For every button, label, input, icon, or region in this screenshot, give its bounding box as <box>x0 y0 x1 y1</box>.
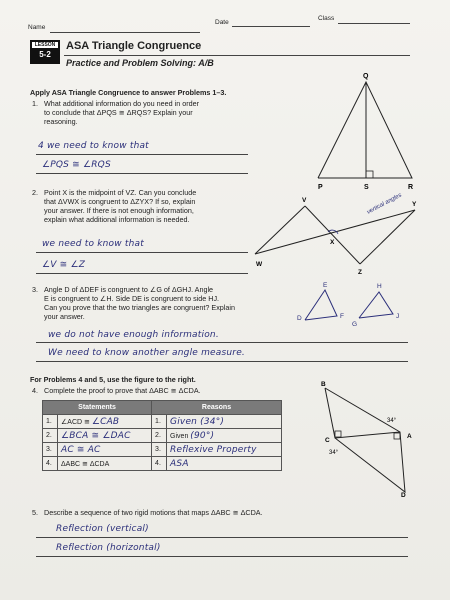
label-v: V <box>302 197 307 204</box>
q3-triangles-figure <box>295 280 415 330</box>
q3-triangles-svg <box>295 280 415 330</box>
date-label: Date <box>215 19 229 26</box>
statement-cell[interactable] <box>58 457 152 471</box>
q2-answer-1: we need to know that <box>42 239 144 249</box>
angle-label-a: 34° <box>387 418 397 424</box>
q3-answer-line-2[interactable] <box>36 361 408 362</box>
right-angle-c <box>335 431 341 437</box>
q1-line1: What additional information do you need in order <box>44 99 200 108</box>
label-e: E <box>323 282 328 289</box>
row-number: 4. <box>43 457 58 471</box>
q3-text <box>44 285 289 321</box>
label-z: Z <box>358 269 362 276</box>
q4-number: 4. <box>32 386 38 395</box>
q2-line3: your answer. If there is not enough information, <box>44 206 194 215</box>
statement-handwritten: ∠CAB <box>91 416 120 427</box>
label-y: Y <box>412 201 417 208</box>
q5-number: 5. <box>32 508 38 517</box>
label-g: G <box>352 321 358 328</box>
reason-number: 2. <box>152 429 167 443</box>
q3-line2: E is congruent to ∠H. Side DE is congruent to side HJ. <box>44 294 220 303</box>
q1-triangle-svg <box>310 70 420 195</box>
q2-answer-line-1[interactable] <box>36 252 248 253</box>
q5-answer-2: Reflection (horizontal) <box>56 543 161 553</box>
q3-answer-line-1[interactable] <box>36 342 408 343</box>
reason-cell[interactable] <box>167 443 282 457</box>
q2-number: 2. <box>32 188 38 197</box>
label-j: J <box>396 313 400 320</box>
q2-line4: explain what additional information is needed. <box>44 215 190 224</box>
statement-handwritten: AC ≅ AC <box>61 444 101 455</box>
label-d: D <box>401 492 406 499</box>
q4-parallelogram-figure <box>315 380 425 500</box>
triangle-pqr <box>318 82 412 178</box>
name-line[interactable] <box>50 32 200 33</box>
q2-bowtie-svg <box>250 192 425 277</box>
q2-answer-2: ∠V ≅ ∠Z <box>42 260 86 270</box>
reason-number: 4. <box>152 457 167 471</box>
label-f: F <box>340 313 344 320</box>
reason-printed: Given <box>170 432 191 440</box>
triangle-def <box>305 290 337 320</box>
right-angle-a <box>394 433 400 439</box>
label-d: D <box>297 315 302 322</box>
class-label: Class <box>318 15 335 22</box>
q2-text <box>44 188 284 224</box>
row-number: 1. <box>43 415 58 429</box>
table-row <box>43 457 282 471</box>
reason-cell[interactable] <box>167 429 282 443</box>
q1-line2: to conclude that ΔPQS ≅ ΔRQS? Explain your <box>44 108 193 117</box>
right-angle-mark <box>366 171 373 178</box>
q3-answer-1: we do not have enough information. <box>48 330 219 340</box>
q1-triangle-figure <box>310 70 420 195</box>
row-number: 3. <box>43 443 58 457</box>
page-title: ASA Triangle Congruence <box>66 40 202 52</box>
segment-vz <box>305 206 360 264</box>
label-q: Q <box>363 73 369 80</box>
q3-line1: Angle D of ΔDEF is congruent to ∠G of ΔGHJ. Angle <box>44 285 214 294</box>
label-c: C <box>325 437 330 444</box>
statement-cell[interactable] <box>58 443 152 457</box>
reason-cell[interactable] <box>167 457 282 471</box>
q1-number: 1. <box>32 99 38 108</box>
reasons-header: Reasons <box>152 401 282 415</box>
reason-handwritten: ASA <box>170 458 189 469</box>
q5-answer-1: Reflection (vertical) <box>56 524 149 534</box>
statement-printed: ΔABC ≅ ΔCDA <box>61 460 110 468</box>
section1-heading: Apply ASA Triangle Congruence to answer Problems 1–3. <box>30 88 227 97</box>
label-b: B <box>321 381 326 388</box>
q3-line3: Can you prove that the two triangles are congruent? Explain <box>44 303 235 312</box>
table-row <box>43 415 282 429</box>
label-r: R <box>408 184 414 191</box>
reason-handwritten: Reflexive Property <box>170 444 257 455</box>
date-line[interactable] <box>232 26 310 27</box>
lesson-badge <box>30 40 60 64</box>
label-w: W <box>256 261 263 268</box>
table-row <box>43 429 282 443</box>
q1-line3: reasoning. <box>44 117 78 126</box>
q1-answer-1: 4 we need to know that <box>38 141 149 151</box>
lesson-tag: LESSON <box>31 41 59 49</box>
reason-handwritten: (90°) <box>190 430 215 441</box>
statement-cell[interactable] <box>58 415 152 429</box>
q3-number: 3. <box>32 285 38 294</box>
label-a: A <box>407 433 412 440</box>
segment-zy <box>360 210 415 264</box>
row-number: 2. <box>43 429 58 443</box>
q2-line1: Point X is the midpoint of VZ. Can you conclude <box>44 188 197 197</box>
q1-answer-line-2[interactable] <box>36 173 248 174</box>
q3-answer-2: We need to know another angle measure. <box>48 348 245 358</box>
q1-answer-line-1[interactable] <box>36 154 248 155</box>
segment-wy <box>255 210 415 254</box>
reason-handwritten: Given (34°) <box>170 416 225 427</box>
q2-answer-line-2[interactable] <box>36 273 248 274</box>
statement-cell[interactable] <box>58 429 152 443</box>
statements-header: Statements <box>43 401 152 415</box>
q2-line2: that ΔVWX is congruent to ΔZYX? If so, explain <box>44 197 196 206</box>
label-p: P <box>318 184 323 191</box>
page-subtitle: Practice and Problem Solving: A/B <box>66 58 214 68</box>
table-row <box>43 443 282 457</box>
q1-text <box>44 99 274 126</box>
proof-table <box>42 400 282 471</box>
q5-answer-line-1[interactable] <box>36 537 408 538</box>
q3-line4: your answer. <box>44 312 85 321</box>
q4-prompt: Complete the proof to prove that ΔABC ≅ ΔCDA. <box>44 386 201 395</box>
lesson-number: 5-2 <box>39 50 51 59</box>
q4-parallelogram-svg <box>315 380 425 500</box>
q5-answer-line-2[interactable] <box>36 556 408 557</box>
reason-cell[interactable] <box>167 415 282 429</box>
title-divider <box>64 55 410 56</box>
q5-prompt: Describe a sequence of two rigid motions that maps ΔABC ≅ ΔCDA. <box>44 508 263 517</box>
reason-number: 1. <box>152 415 167 429</box>
label-s: S <box>364 184 369 191</box>
statement-printed: ∠ACD ≅ <box>61 418 92 426</box>
diagonal-ac <box>335 432 400 438</box>
angle-label-c: 34° <box>329 450 339 456</box>
section2-heading: For Problems 4 and 5, use the figure to the right. <box>30 375 196 384</box>
q2-bowtie-figure <box>250 192 425 277</box>
label-x: X <box>330 239 335 246</box>
reason-number: 3. <box>152 443 167 457</box>
class-line[interactable] <box>338 23 410 24</box>
label-h: H <box>377 283 382 290</box>
vertical-angles-note: vertical angles <box>366 192 403 216</box>
triangle-ghj <box>359 292 393 318</box>
quadrilateral-abcd <box>325 388 405 492</box>
q1-answer-2: ∠PQS ≅ ∠RQS <box>42 160 111 170</box>
name-label: Name <box>28 24 46 31</box>
statement-handwritten: ∠BCA ≅ ∠DAC <box>61 430 131 441</box>
